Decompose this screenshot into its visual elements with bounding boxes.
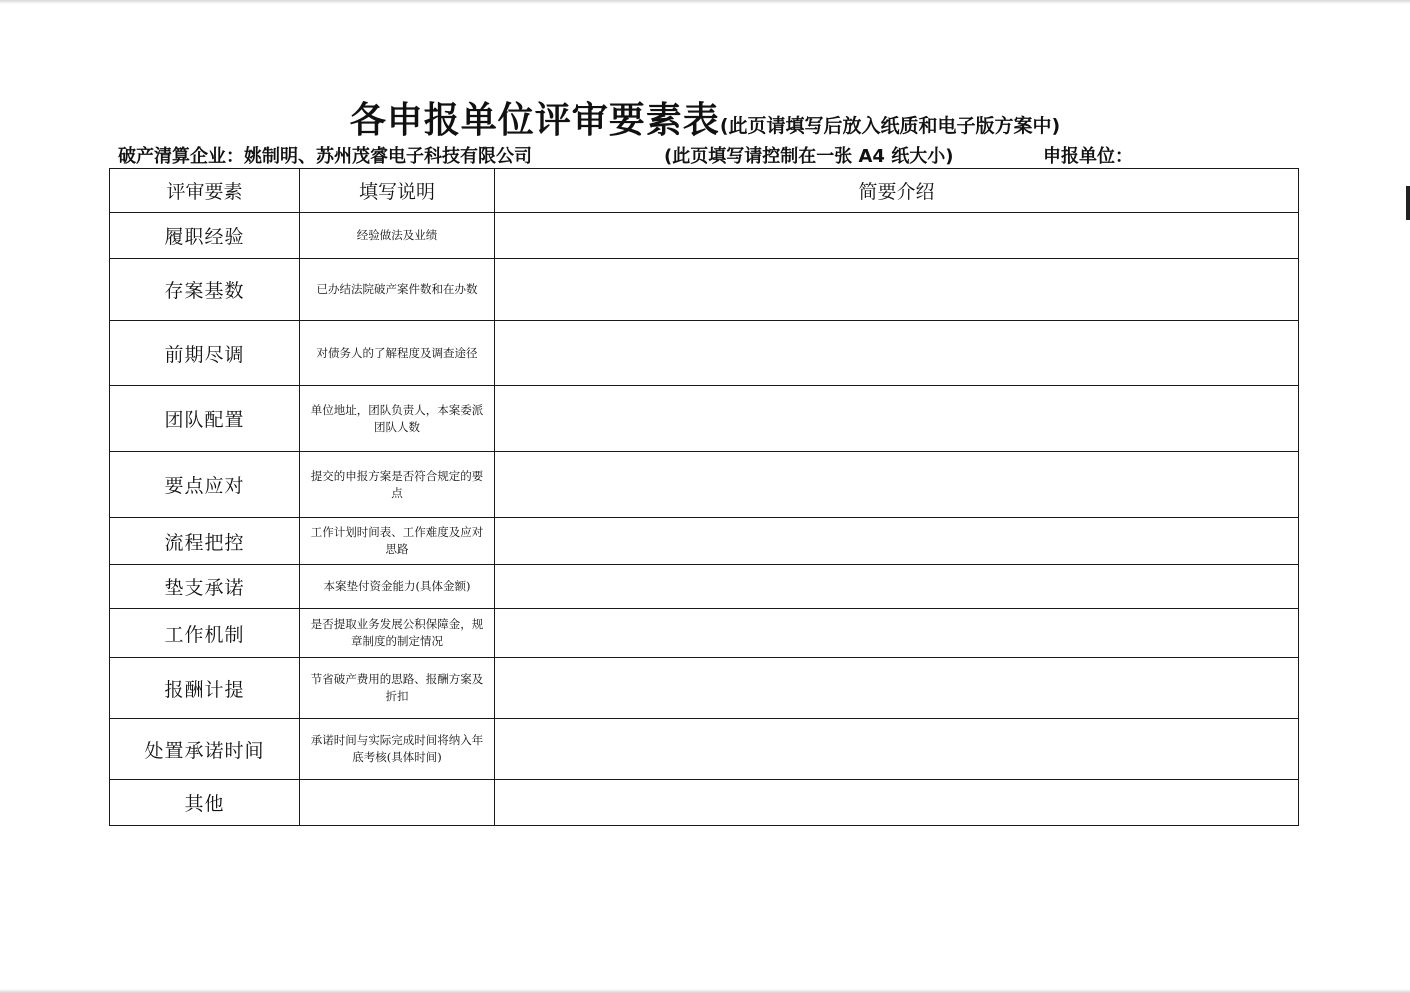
row-item: 其他 (110, 780, 300, 826)
row-intro-field[interactable] (495, 780, 1299, 826)
row-item: 报酬计提 (110, 658, 300, 719)
row-desc: 本案垫付资金能力(具体金额) (300, 565, 495, 609)
row-intro-field[interactable] (495, 321, 1299, 386)
table-row (110, 259, 1299, 321)
row-item: 存案基数 (110, 259, 300, 321)
table-row (110, 565, 1299, 609)
row-intro-field[interactable] (495, 518, 1299, 565)
header-review-element: 评审要素 (110, 169, 300, 213)
scan-bottom-edge (0, 989, 1410, 993)
table-header-row (110, 169, 1299, 213)
row-intro-field[interactable] (495, 452, 1299, 518)
row-item: 处置承诺时间 (110, 719, 300, 780)
scan-top-edge (0, 0, 1410, 4)
bankrupt-company-line: 破产清算企业：姚制明、苏州茂睿电子科技有限公司 (118, 146, 532, 167)
row-intro-field[interactable] (495, 565, 1299, 609)
form-title (0, 92, 1410, 143)
row-item: 履职经验 (110, 213, 300, 259)
table-row (110, 719, 1299, 780)
row-desc: 工作计划时间表、工作难度及应对思路 (300, 518, 495, 565)
table-row (110, 609, 1299, 658)
table-row (110, 780, 1299, 826)
row-item: 垫支承诺 (110, 565, 300, 609)
form-title-main: 各申报单位评审要素表 (349, 100, 720, 141)
row-item: 前期尽调 (110, 321, 300, 386)
row-desc: 已办结法院破产案件数和在办数 (300, 259, 495, 321)
size-note: (此页填写请控制在一张 A4 纸大小) (664, 146, 954, 167)
row-intro-field[interactable] (495, 609, 1299, 658)
row-intro-field[interactable] (495, 658, 1299, 719)
row-desc: 经验做法及业绩 (300, 213, 495, 259)
row-desc: 节省破产费用的思路、报酬方案及折扣 (300, 658, 495, 719)
table-row (110, 386, 1299, 452)
row-desc: 单位地址，团队负责人，本案委派团队人数 (300, 386, 495, 452)
row-intro-field[interactable] (495, 386, 1299, 452)
row-desc: 对债务人的了解程度及调查途径 (300, 321, 495, 386)
row-desc-field[interactable] (300, 780, 495, 826)
table-row (110, 518, 1299, 565)
table-row (110, 321, 1299, 386)
scan-registration-mark (1406, 186, 1410, 220)
table-row (110, 658, 1299, 719)
row-desc: 提交的申报方案是否符合规定的要点 (300, 452, 495, 518)
applicant-label: 申报单位： (1043, 146, 1133, 167)
row-item: 流程把控 (110, 518, 300, 565)
row-intro-field[interactable] (495, 259, 1299, 321)
row-item: 工作机制 (110, 609, 300, 658)
review-elements-table (109, 168, 1299, 826)
header-brief-intro: 简要介绍 (495, 169, 1299, 213)
row-desc: 是否提取业务发展公积保障金，规章制度的制定情况 (300, 609, 495, 658)
row-intro-field[interactable] (495, 213, 1299, 259)
row-item: 要点应对 (110, 452, 300, 518)
table-row (110, 452, 1299, 518)
row-intro-field[interactable] (495, 719, 1299, 780)
header-fill-instructions: 填写说明 (300, 169, 495, 213)
table-row (110, 213, 1299, 259)
form-title-note: (此页请填写后放入纸质和电子版方案中) (719, 115, 1061, 137)
row-desc: 承诺时间与实际完成时间将纳入年底考核(具体时间) (300, 719, 495, 780)
row-item: 团队配置 (110, 386, 300, 452)
